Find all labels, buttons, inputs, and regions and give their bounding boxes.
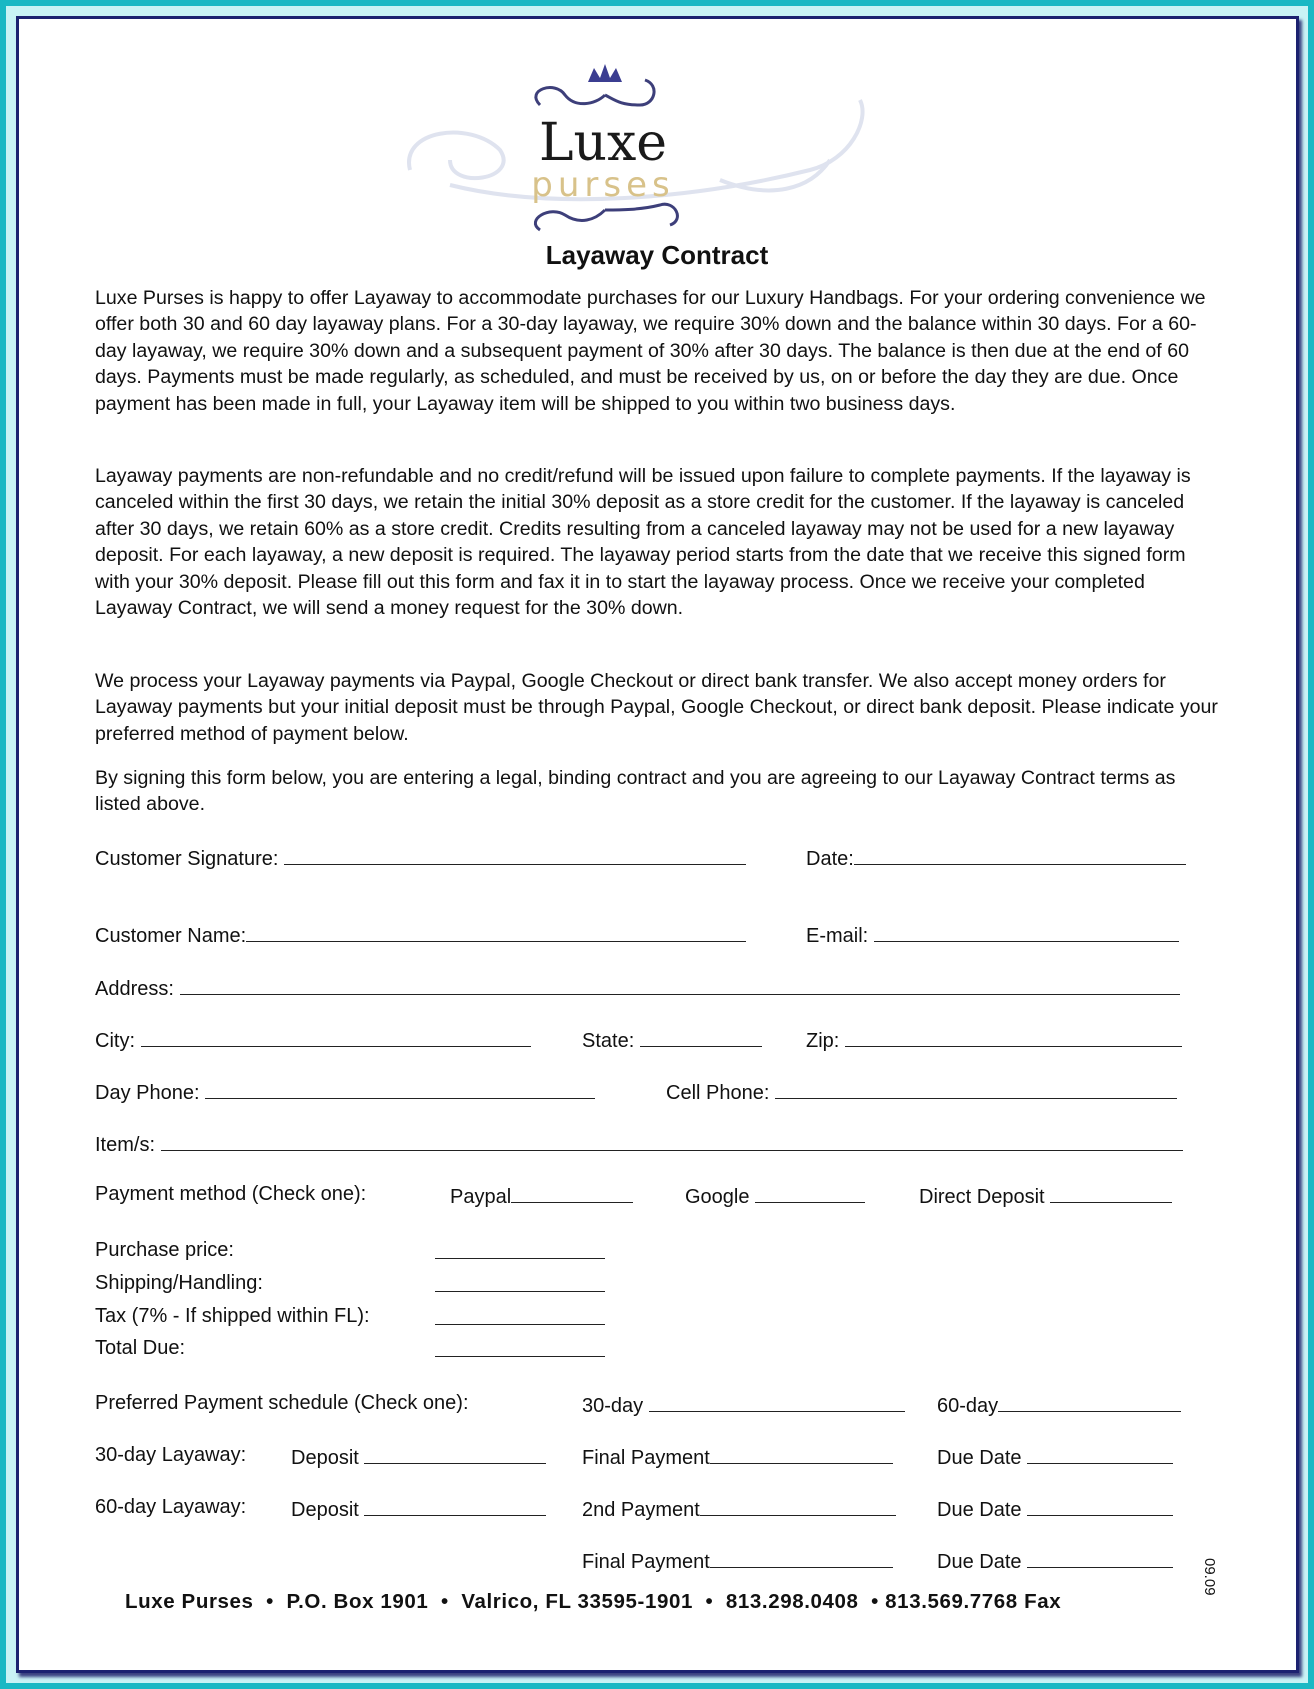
day-phone-label: Day Phone:: [95, 1082, 200, 1104]
state-field[interactable]: [640, 1027, 762, 1047]
google-label: Google: [685, 1186, 750, 1208]
email-label: E-mail:: [806, 925, 869, 947]
direct-deposit-label: Direct Deposit: [919, 1186, 1045, 1208]
second-payment-60-field[interactable]: [700, 1496, 896, 1516]
agreement-paragraph: By signing this form below, you are entering a legal, binding contract and you are agreeing to our Layaway Contract terms as listed above.: [95, 767, 1176, 816]
footer-contact: Luxe Purses • P.O. Box 1901 • Valrico, FL 33595-1901 • 813.298.0408 • 813.569.7768 Fax: [125, 1590, 1062, 1613]
items-label: Item/s:: [95, 1134, 156, 1156]
luxe-purses-logo: [390, 60, 910, 245]
due-date-label: Due Date: [937, 1499, 1022, 1521]
date-label: Date:: [806, 848, 854, 870]
schedule-label: Preferred Payment schedule (Check one):: [95, 1392, 469, 1414]
items-field[interactable]: [161, 1131, 1183, 1151]
purchase-price-label: Purchase price:: [95, 1239, 234, 1261]
option-30-day-field[interactable]: [649, 1392, 905, 1412]
email-field[interactable]: [874, 922, 1179, 942]
final-payment-60-field[interactable]: [710, 1548, 893, 1568]
shipping-field[interactable]: [435, 1272, 605, 1292]
shipping-label: Shipping/Handling:: [95, 1272, 263, 1294]
name-label: Customer Name:: [95, 925, 247, 947]
address-field[interactable]: [180, 975, 1180, 995]
page-title: Layaway Contract: [545, 240, 769, 270]
total-due-label: Total Due:: [95, 1337, 186, 1359]
version-code: 09.09: [1201, 1558, 1218, 1596]
tax-label: Tax (7% - If shipped within FL):: [95, 1305, 370, 1327]
layaway-30-label: 30-day Layaway:: [95, 1444, 247, 1466]
cell-phone-field[interactable]: [775, 1079, 1177, 1099]
day-phone-field[interactable]: [205, 1079, 595, 1099]
paypal-label: Paypal: [450, 1186, 512, 1208]
intro-paragraph: Luxe Purses is happy to offer Layaway to accommodate purchases for our Luxury Handbags. For your ordering convenience we offer both 30 and 60 day layaway plans. For a 30-day layaway, we require 30% down and the balance within 30 days. For a 60-day layaway, we require 30% down and a subsequent payment of 30% after 30 days. The balance is then due at the end of 60 days. Payments must be made regularly, as scheduled, and must be received by us, on or before the day they are due. Once payment has been made in full, your Layaway item will be shipped to you within two business days.: [95, 287, 1206, 415]
city-label: City:: [95, 1030, 135, 1052]
layaway-60-label: 60-day Layaway:: [95, 1496, 247, 1518]
due-date-30-field[interactable]: [1027, 1444, 1173, 1464]
state-label: State:: [582, 1030, 635, 1052]
zip-label: Zip:: [806, 1030, 840, 1052]
purchase-price-field[interactable]: [435, 1239, 605, 1259]
payment-paragraph: We process your Layaway payments via Paypal, Google Checkout or direct bank transfer. We also accept money orders for Layaway payments but your initial deposit must be through Paypal, Google Checkout, or direct bank deposit. Please indicate your preferred method of payment below.: [95, 670, 1218, 745]
city-field[interactable]: [141, 1027, 531, 1047]
date-field[interactable]: [854, 845, 1186, 865]
svg-text:Luxe: Luxe: [538, 113, 668, 173]
deposit-label: Deposit: [291, 1447, 359, 1469]
option-30-day-label: 30-day: [582, 1395, 644, 1417]
payment-method-label: Payment method (Check one):: [95, 1183, 367, 1205]
due-date-60-final-field[interactable]: [1027, 1548, 1173, 1568]
deposit-30-field[interactable]: [364, 1444, 546, 1464]
option-60-day-field[interactable]: [998, 1392, 1181, 1412]
option-60-day-label: 60-day: [937, 1395, 999, 1417]
deposit-label: Deposit: [291, 1499, 359, 1521]
signature-field[interactable]: [284, 845, 746, 865]
cell-phone-label: Cell Phone:: [666, 1082, 770, 1104]
final-payment-30-field[interactable]: [710, 1444, 893, 1464]
name-field[interactable]: [246, 922, 746, 942]
final-payment-label: Final Payment: [582, 1447, 710, 1469]
due-date-label: Due Date: [937, 1447, 1022, 1469]
total-due-field[interactable]: [435, 1337, 605, 1357]
deposit-60-field[interactable]: [364, 1496, 546, 1516]
due-date-label: Due Date: [937, 1551, 1022, 1573]
second-payment-label: 2nd Payment: [582, 1499, 700, 1521]
refund-paragraph: Layaway payments are non-refundable and no credit/refund will be issued upon failure to complete payments. If the layaway is canceled within the first 30 days, we retain the initial 30% deposit as a store credit for the customer. If the layaway is canceled after 30 days, we retain 60% as a store credit. Credits resulting from a canceled layaway may not be used for a new layaway deposit. For each layaway, a new deposit is required. The layaway period starts from the date that we receive this signed form with your 30% deposit. Please fill out this form and fax it in to start the layaway process. Once we receive your completed Layaway Contract, we will send a money request for the 30% down.: [95, 465, 1191, 620]
address-label: Address:: [95, 978, 174, 1000]
svg-text:purses: purses: [531, 165, 675, 205]
google-checkbox-field[interactable]: [755, 1183, 865, 1203]
final-payment-label: Final Payment: [582, 1551, 710, 1573]
zip-field[interactable]: [845, 1027, 1182, 1047]
due-date-60-second-field[interactable]: [1027, 1496, 1173, 1516]
tax-field[interactable]: [435, 1305, 605, 1325]
paypal-checkbox-field[interactable]: [511, 1183, 633, 1203]
direct-deposit-checkbox-field[interactable]: [1050, 1183, 1172, 1203]
signature-label: Customer Signature:: [95, 848, 279, 870]
